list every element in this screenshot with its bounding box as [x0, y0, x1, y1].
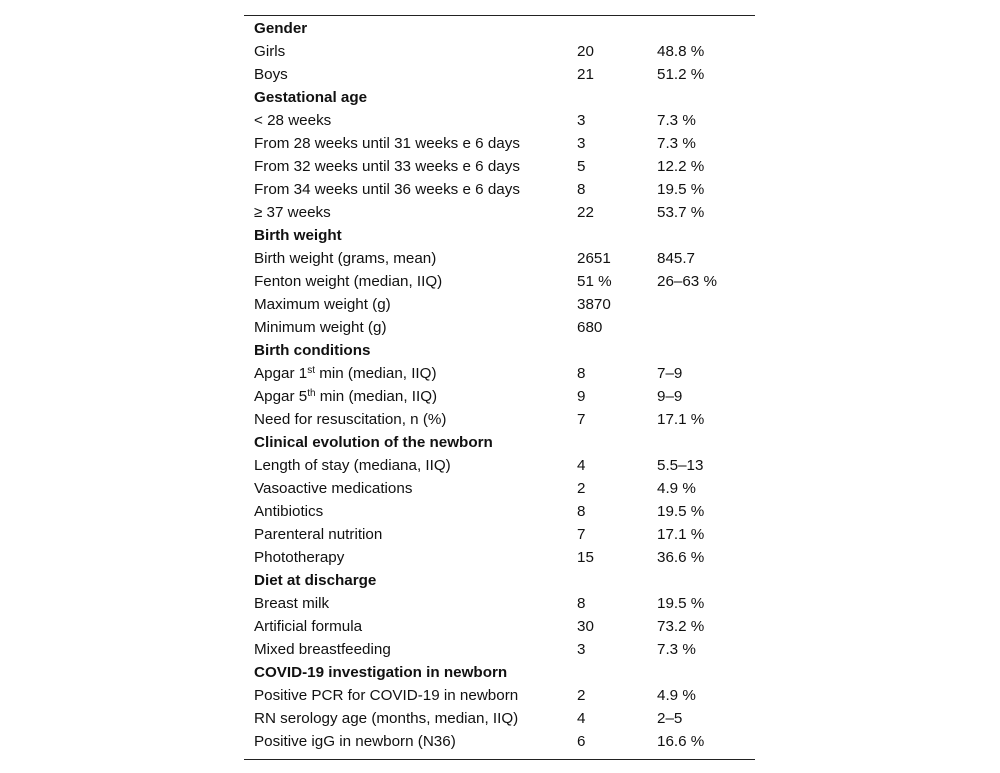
row-value: 9 [577, 388, 586, 405]
row-label: Positive igG in newborn (N36) [254, 733, 456, 750]
table-row [244, 385, 755, 408]
section-title: Gestational age [254, 89, 368, 106]
row-percentage: 36.6 % [657, 549, 705, 566]
row-percentage: 19.5 % [657, 595, 705, 612]
table-row [244, 638, 755, 661]
row-label [244, 362, 567, 385]
row-label: Phototherapy [254, 549, 345, 566]
row-percentage: 7–9 [657, 365, 683, 382]
section-header-birth-weight [244, 224, 755, 247]
section-header-gestational-age [244, 86, 755, 109]
row-label: Parenteral nutrition [254, 526, 383, 543]
row-value: 30 [577, 618, 594, 635]
ordinal-superscript: th [307, 388, 316, 399]
section-header-gender [244, 17, 755, 40]
table-row [244, 201, 755, 224]
table-row [244, 362, 755, 385]
row-value: 22 [577, 204, 594, 221]
section-header-covid-19-investigation-in-newborn [244, 661, 755, 684]
table-row [244, 109, 755, 132]
table-row [244, 707, 755, 730]
row-label: Girls [254, 43, 286, 60]
row-label: From 28 weeks until 31 weeks e 6 days [254, 135, 520, 152]
table-row [244, 270, 755, 293]
row-percentage: 17.1 % [657, 411, 705, 428]
row-percentage: 19.5 % [657, 181, 705, 198]
table-row [244, 615, 755, 638]
row-value: 2 [577, 687, 586, 704]
table-row [244, 155, 755, 178]
section-title: Diet at discharge [254, 572, 377, 589]
row-value: 2 [577, 480, 586, 497]
row-label: Artificial formula [254, 618, 363, 635]
section-header-birth-conditions [244, 339, 755, 362]
data-table [244, 17, 755, 753]
characteristics-table [244, 15, 755, 760]
row-percentage: 7.3 % [657, 112, 696, 129]
row-label [244, 385, 567, 408]
row-percentage: 16.6 % [657, 733, 705, 750]
table-row [244, 178, 755, 201]
ordinal-superscript: st [307, 365, 315, 376]
table-row [244, 316, 755, 339]
row-percentage: 4.9 % [657, 687, 696, 704]
row-value: 4 [577, 710, 586, 727]
row-label-text: Apgar 1 [254, 365, 308, 382]
row-percentage: 7.3 % [657, 135, 696, 152]
row-value: 3870 [577, 296, 611, 313]
table-row [244, 523, 755, 546]
row-percentage: 53.7 % [657, 204, 705, 221]
section-header-diet-at-discharge [244, 569, 755, 592]
row-value: 6 [577, 733, 586, 750]
section-title: COVID-19 investigation in newborn [254, 664, 508, 681]
row-percentage: 845.7 [657, 250, 696, 267]
row-value: 3 [577, 641, 586, 658]
row-value: 680 [577, 319, 603, 336]
table-row [244, 730, 755, 753]
row-percentage: 17.1 % [657, 526, 705, 543]
row-percentage: 9–9 [657, 388, 683, 405]
table-row [244, 132, 755, 155]
row-percentage: 7.3 % [657, 641, 696, 658]
row-value: 21 [577, 66, 594, 83]
row-value: 51 % [577, 273, 612, 290]
row-percentage: 73.2 % [657, 618, 705, 635]
table-row [244, 247, 755, 270]
table-row [244, 477, 755, 500]
row-value: 5 [577, 158, 586, 175]
row-value: 8 [577, 595, 586, 612]
row-label: Fenton weight (median, IIQ) [254, 273, 443, 290]
table-row [244, 408, 755, 431]
row-percentage: 19.5 % [657, 503, 705, 520]
table-row [244, 40, 755, 63]
row-value: 2651 [577, 250, 611, 267]
row-value: 15 [577, 549, 594, 566]
row-value: 4 [577, 457, 586, 474]
row-value: 3 [577, 112, 586, 129]
row-label: Boys [254, 66, 288, 83]
section-title: Gender [254, 20, 308, 37]
row-label: Vasoactive medications [254, 480, 413, 497]
section-title: Birth conditions [254, 342, 371, 359]
row-label: Antibiotics [254, 503, 324, 520]
row-label: < 28 weeks [254, 112, 332, 129]
row-percentage: 51.2 % [657, 66, 705, 83]
table-row [244, 454, 755, 477]
row-percentage: 4.9 % [657, 480, 696, 497]
table-row [244, 684, 755, 707]
row-label-text: Apgar 5 [254, 388, 308, 405]
row-label: Birth weight (grams, mean) [254, 250, 437, 267]
row-label: Minimum weight (g) [254, 319, 387, 336]
row-label: From 34 weeks until 36 weeks e 6 days [254, 181, 520, 198]
row-value: 20 [577, 43, 594, 60]
table-body [244, 17, 755, 753]
row-label: Length of stay (mediana, IIQ) [254, 457, 451, 474]
row-value: 8 [577, 503, 586, 520]
row-percentage: 48.8 % [657, 43, 705, 60]
section-header-clinical-evolution-of-the-newborn [244, 431, 755, 454]
table-row [244, 500, 755, 523]
row-label-rest: min (median, IIQ) [315, 388, 438, 405]
row-label-rest: min (median, IIQ) [314, 365, 437, 382]
table-row [244, 293, 755, 316]
section-title: Birth weight [254, 227, 342, 244]
row-label: Positive PCR for COVID-19 in newborn [254, 687, 519, 704]
row-label: Need for resuscitation, n (%) [254, 411, 447, 428]
table-row [244, 546, 755, 569]
table-row [244, 592, 755, 615]
row-percentage [647, 316, 755, 339]
row-value: 7 [577, 526, 586, 543]
section-title: Clinical evolution of the newborn [254, 434, 493, 451]
row-label: Maximum weight (g) [254, 296, 391, 313]
row-label: Breast milk [254, 595, 330, 612]
row-label: From 32 weeks until 33 weeks e 6 days [254, 158, 520, 175]
row-value: 8 [577, 181, 586, 198]
row-percentage: 5.5–13 [657, 457, 704, 474]
row-label: ≥ 37 weeks [254, 204, 331, 221]
row-value: 8 [577, 365, 586, 382]
row-percentage: 2–5 [657, 710, 683, 727]
table-row [244, 63, 755, 86]
row-value: 3 [577, 135, 586, 152]
row-value: 7 [577, 411, 586, 428]
row-percentage: 12.2 % [657, 158, 705, 175]
row-percentage [647, 293, 755, 316]
row-label: RN serology age (months, median, IIQ) [254, 710, 519, 727]
row-label: Mixed breastfeeding [254, 641, 391, 658]
row-percentage: 26–63 % [657, 273, 717, 290]
